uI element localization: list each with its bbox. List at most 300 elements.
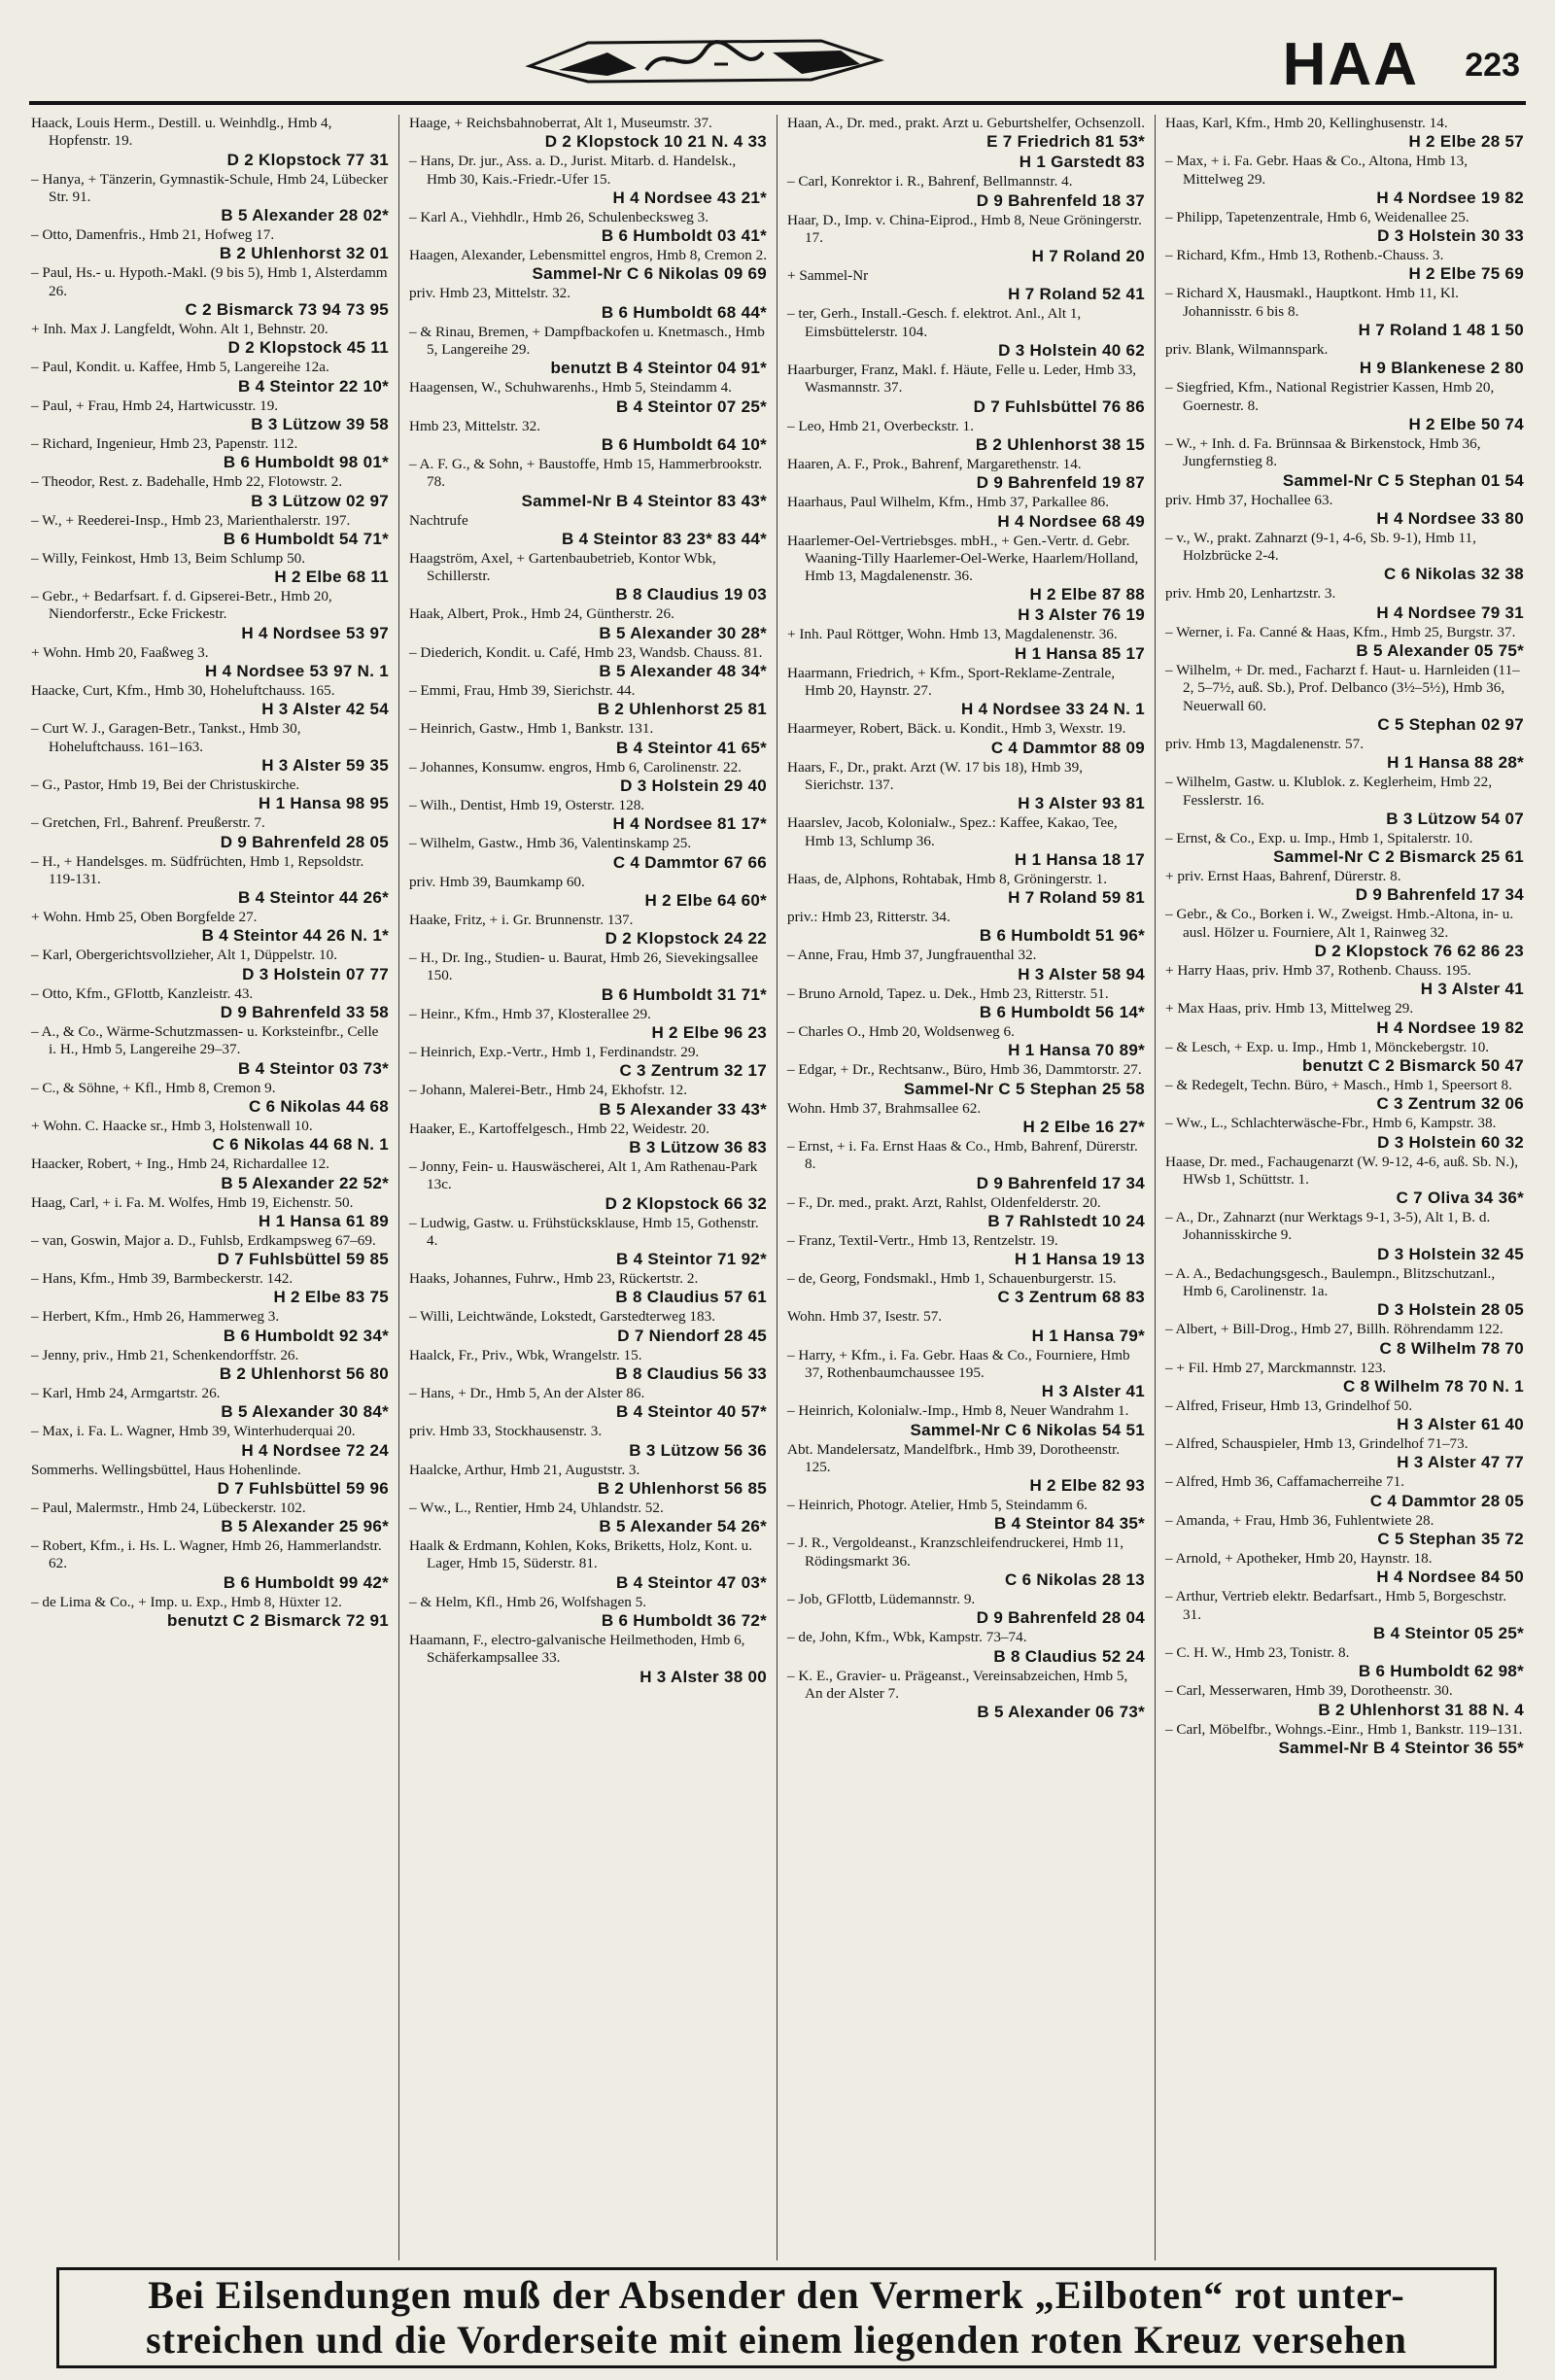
entry-text: – Jenny, priv., Hmb 21, Schenkendorffstr. 26. [31, 1346, 299, 1363]
entry-text: – Ww., L., Schlachterwäsche-Fbr., Hmb 6, Kampstr. 38. [1165, 1115, 1497, 1132]
entry-text: – Ludwig, Gastw. u. Frühstücksklause, Hmb 15, Gothenstr. 4. [409, 1214, 759, 1249]
entry-phone: H 2 Elbe 82 93 [1029, 1476, 1145, 1496]
directory-entry [409, 1121, 767, 1157]
entry-phone: B 3 Lützow 39 58 [251, 414, 389, 433]
directory-entry [31, 1156, 389, 1192]
directory-entry [1165, 1360, 1524, 1397]
directory-entry [409, 835, 767, 872]
entry-text: – Wilh., Dentist, Hmb 19, Osterstr. 128. [409, 796, 645, 813]
entry-phone: B 8 Claudius 52 24 [993, 1646, 1145, 1666]
entry-text: + Sammel-Nr [787, 267, 869, 285]
directory-entry [31, 1118, 389, 1155]
column-1 [21, 115, 399, 2260]
directory-entry [409, 418, 767, 455]
entry-text: – C., & Söhne, + Kfl., Hmb 8, Cremon 9. [31, 1079, 276, 1096]
entry-phone: H 1 Hansa 18 17 [1015, 849, 1145, 869]
entry-text: – Otto, Kfm., GFlottb, Kanzleistr. 43. [31, 984, 254, 1002]
directory-entry [31, 947, 389, 983]
entry-text: Haaker, E., Kartoffelgesch., Hmb 22, Weidestr. 20. [409, 1120, 709, 1137]
entry-text: – Albert, + Bill-Drog., Hmb 27, Billh. Röhrendamm 122. [1165, 1321, 1503, 1338]
entry-phone: B 5 Alexander 05 75* [1356, 641, 1524, 661]
directory-entry [31, 473, 389, 510]
entry-text: – K. E., Gravier- u. Prägeanst., Vereinsabzeichen, Hmb 5, An der Alster 7. [787, 1667, 1128, 1702]
entry-text: Haaren, A. F., Prok., Bahrenf, Margarethenstr. 14. [787, 455, 1082, 472]
entry-text: – Edgar, + Dr., Rechtsanw., Büro, Hmb 36, Dammtorstr. 27. [787, 1061, 1142, 1079]
entry-phone: H 3 Alster 58 94 [1018, 964, 1145, 983]
directory-entry [31, 226, 389, 263]
directory-entry [1165, 209, 1524, 246]
directory-entry [787, 1535, 1145, 1590]
entry-text: – Alfred, Schauspieler, Hmb 13, Grindelhof 71–73. [1165, 1435, 1469, 1453]
directory-entry [1165, 1077, 1524, 1114]
entry-phone: C 4 Dammtor 28 05 [1369, 1491, 1524, 1510]
entry-text: – Wilhelm, Gastw., Hmb 36, Valentinskamp 25. [409, 835, 692, 852]
directory-entry [787, 418, 1145, 455]
entry-text: – de, John, Kfm., Wbk, Kampstr. 73–74. [787, 1629, 1027, 1646]
entry-text: – Anne, Frau, Hmb 37, Jungfrauenthal 32. [787, 947, 1037, 964]
entry-phone: B 5 Alexander 28 02* [221, 206, 389, 225]
entry-text: Haarslev, Jacob, Kolonialw., Spez.: Kaffee, Kakao, Tee, Hmb 13, Schlump 36. [787, 814, 1118, 849]
entry-text: – & Rinau, Bremen, + Dampfbackofen u. Knetmasch., Hmb 5, Langereihe 29. [409, 323, 765, 359]
directory-entry [1165, 285, 1524, 340]
entry-phone: H 1 Hansa 19 13 [1015, 1250, 1145, 1269]
entry-text: + priv. Ernst Haas, Bahrenf, Dürerstr. 8. [1165, 868, 1401, 885]
entry-phone: D 3 Holstein 29 40 [620, 776, 767, 795]
directory-entry [31, 1023, 389, 1079]
entry-text: – A. F. G., & Sohn, + Baustoffe, Hmb 15, Hammerbrookstr. 78. [409, 455, 763, 491]
entry-text: – Charles O., Hmb 20, Woldsenweg 6. [787, 1023, 1015, 1041]
entry-phone: B 3 Lützow 56 36 [629, 1440, 767, 1460]
directory-entry [409, 1423, 767, 1460]
directory-entry [787, 1138, 1145, 1193]
entry-phone: D 3 Holstein 30 33 [1377, 226, 1524, 246]
entry-phone: D 7 Fuhlsbüttel 59 85 [217, 1250, 389, 1269]
entry-text: + Inh. Max J. Langfeldt, Wohn. Alt 1, Behnstr. 20. [31, 321, 328, 338]
entry-phone: H 2 Elbe 96 23 [651, 1023, 767, 1043]
entry-phone: H 2 Elbe 16 27* [1022, 1117, 1145, 1136]
directory-entry [409, 682, 767, 719]
directory-entry [31, 1594, 389, 1631]
entry-phone: D 3 Holstein 40 62 [998, 341, 1145, 361]
entry-text: – Emmi, Frau, Hmb 39, Sierichstr. 44. [409, 682, 636, 700]
entry-phone: B 3 Lützow 54 07 [1386, 809, 1524, 828]
directory-entry [409, 512, 767, 549]
entry-phone: B 4 Steintor 84 35* [994, 1514, 1145, 1534]
entry-phone: B 8 Claudius 56 33 [615, 1363, 767, 1383]
entry-phone: E 7 Friedrich 81 53* [986, 132, 1145, 152]
entry-text: Haagström, Axel, + Gartenbaubetrieb, Kontor Wbk, Schillerstr. [409, 549, 716, 585]
directory-entry [1165, 868, 1524, 905]
entry-text: – Siegfried, Kfm., National Registrier Kassen, Hmb 20, Goernestr. 8. [1165, 379, 1495, 414]
entry-text: – H., Dr. Ing., Studien- u. Baurat, Hmb 26, Sievekingsallee 150. [409, 949, 758, 984]
entry-phone: B 2 Uhlenhorst 56 80 [219, 1363, 389, 1383]
directory-entry [787, 1023, 1145, 1060]
directory-entry [1165, 1512, 1524, 1549]
entry-phone: B 7 Rahlstedt 10 24 [987, 1211, 1145, 1230]
entry-text: Haas, Karl, Kfm., Hmb 20, Kellinghusenstr. 14. [1165, 115, 1448, 131]
entry-phone: B 6 Humboldt 51 96* [979, 926, 1145, 946]
entry-text: – Richard, Ingenieur, Hmb 23, Papenstr. 112. [31, 434, 298, 452]
directory-entry [1165, 1550, 1524, 1587]
directory-entry [409, 644, 767, 681]
directory-entry [31, 720, 389, 776]
directory-entry [31, 776, 389, 813]
directory-entry [409, 1082, 767, 1119]
directory-entry [1165, 962, 1524, 999]
entry-text: Haas, de, Alphons, Rohtabak, Hmb 8, Gröningerstr. 1. [787, 870, 1108, 887]
entry-text: Haarhaus, Paul Wilhelm, Kfm., Hmb 37, Parkallee 86. [787, 494, 1110, 511]
entry-phone: B 5 Alexander 25 96* [221, 1517, 389, 1536]
directory-entry [787, 533, 1145, 605]
directory-entry [1165, 1039, 1524, 1076]
entry-text: Haalck, Fr., Priv., Wbk, Wrangelstr. 15. [409, 1346, 642, 1363]
entry-phone: D 2 Klopstock 10 21 N. 4 33 [544, 132, 767, 152]
entry-text: – Richard, Kfm., Hmb 13, Rothenb.-Chauss. 3. [1165, 247, 1444, 264]
entry-text: – + Fil. Hmb 27, Marckmannstr. 123. [1165, 1359, 1387, 1376]
entry-text: – Hans, + Dr., Hmb 5, An der Alster 86. [409, 1384, 645, 1401]
entry-text: – Harry, + Kfm., i. Fa. Gebr. Haas & Co., Fourniere, Hmb 37, Rothenbaumchaussee 195. [787, 1346, 1130, 1381]
directory-entry [787, 1402, 1145, 1439]
directory-entry [409, 1385, 767, 1422]
entry-phone: H 3 Alster 93 81 [1018, 794, 1145, 813]
entry-text: – W., + Inh. d. Fa. Brünnsaa & Birkenstock, Hmb 36, Jungfernstieg 8. [1165, 434, 1481, 470]
entry-text: Haaks, Johannes, Fuhrw., Hmb 23, Rückertstr. 2. [409, 1270, 699, 1288]
entry-phone: B 5 Alexander 33 43* [599, 1099, 767, 1119]
entry-phone: B 6 Humboldt 54 71* [223, 529, 389, 548]
directory-entry [1165, 492, 1524, 529]
entry-text: – Hans, Kfm., Hmb 39, Barmbeckerstr. 142. [31, 1270, 294, 1288]
entry-text: – G., Pastor, Hmb 19, Bei der Christuskirche. [31, 776, 300, 793]
directory-entry [787, 1347, 1145, 1402]
directory-columns [21, 115, 1534, 2260]
directory-entry [409, 1158, 767, 1214]
directory-entry [31, 588, 389, 643]
directory-entry [787, 871, 1145, 908]
entry-phone: H 1 Garstedt 83 [1019, 153, 1145, 172]
directory-entry [409, 720, 767, 757]
directory-entry [409, 456, 767, 511]
entry-phone: H 1 Hansa 70 89* [1008, 1041, 1145, 1060]
entry-phone: D 7 Fuhlsbüttel 59 96 [217, 1478, 389, 1498]
entry-phone: H 2 Elbe 50 74 [1408, 414, 1524, 433]
entry-text: – Richard X, Hausmakl., Hauptkont. Hmb 11, Kl. Johannisstr. 6 bis 8. [1165, 285, 1459, 320]
entry-phone: H 2 Elbe 68 11 [274, 568, 389, 587]
directory-entry [787, 909, 1145, 946]
entry-text: – Max, + i. Fa. Gebr. Haas & Co., Altona, Hmb 13, Mittelweg 29. [1165, 153, 1469, 188]
entry-text: + Inh. Paul Röttger, Wohn. Hmb 13, Magdalenenstr. 36. [787, 626, 1118, 643]
entry-phone: B 5 Alexander 48 34* [599, 662, 767, 681]
entry-text: Haarmann, Friedrich, + Kfm., Sport-Reklame-Zentrale, Hmb 20, Haynstr. 27. [787, 664, 1116, 700]
entry-phone: D 3 Holstein 28 05 [1377, 1300, 1524, 1320]
entry-phone: H 2 Elbe 64 60* [644, 890, 767, 910]
entry-phone: B 5 Alexander 30 28* [599, 623, 767, 642]
entry-phone: H 4 Nordsee 19 82 [1376, 1018, 1524, 1037]
directory-entry [31, 1423, 389, 1460]
entry-phone: B 6 Humboldt 68 44* [601, 302, 767, 322]
entry-phone: D 2 Klopstock 66 32 [605, 1193, 767, 1213]
entry-text: – Karl A., Viehhdlr., Hmb 26, Schulenbecksweg 3. [409, 208, 708, 225]
entry-text: priv. Hmb 37, Hochallee 63. [1165, 491, 1333, 508]
entry-phone: H 4 Nordsee 68 49 [997, 511, 1145, 531]
entry-phone: H 2 Elbe 83 75 [273, 1288, 389, 1307]
entry-phone: B 4 Steintor 03 73* [238, 1058, 389, 1078]
directory-entry [409, 797, 767, 834]
entry-text: – A., & Co., Wärme-Schutzmassen- u. Korksteinfbr., Celle i. H., Hmb 5, Langereihe 29–37. [31, 1023, 379, 1058]
entry-text: Haars, F., Dr., prakt. Arzt (W. 17 bis 18), Hmb 39, Sierichstr. 137. [787, 758, 1084, 793]
directory-entry [409, 1462, 767, 1499]
directory-entry [31, 644, 389, 681]
entry-phone: D 9 Bahrenfeld 28 05 [220, 832, 389, 851]
directory-entry [1165, 1644, 1524, 1681]
entry-text: + Wohn. Hmb 25, Oben Borgfelde 27. [31, 909, 258, 926]
entry-phone: B 2 Uhlenhorst 38 15 [975, 434, 1145, 454]
directory-entry [31, 1347, 389, 1384]
entry-phone: B 5 Alexander 06 73* [977, 1703, 1145, 1722]
directory-entry [1165, 247, 1524, 284]
directory-entry [409, 285, 767, 322]
entry-text: + Wohn. C. Haacke sr., Hmb 3, Holstenwall 10. [31, 1117, 313, 1134]
entry-phone: benutzt C 2 Bismarck 72 91 [167, 1611, 389, 1631]
entry-phone: C 3 Zentrum 32 06 [1376, 1094, 1524, 1114]
entry-text: – Gretchen, Frl., Bahrenf. Preußerstr. 7. [31, 814, 265, 832]
entry-text: – Arthur, Vertrieb elektr. Bedarfsart., Hmb 5, Borgeschstr. 31. [1165, 1588, 1507, 1623]
entry-phone: B 4 Steintor 44 26* [238, 888, 389, 908]
entry-phone: H 4 Nordsee 43 21* [612, 188, 767, 207]
directory-entry [1165, 1721, 1524, 1758]
directory-entry [409, 1006, 767, 1043]
entry-text: Wohn. Hmb 37, Isestr. 57. [787, 1308, 943, 1326]
entry-text: – Ernst, + i. Fa. Ernst Haas & Co., Hmb, Bahrenf, Dürerstr. 8. [787, 1137, 1138, 1173]
directory-entry [31, 1270, 389, 1307]
entry-phone: Sammel-Nr C 5 Stephan 01 54 [1282, 470, 1524, 490]
directory-entry [1165, 662, 1524, 735]
directory-entry [787, 173, 1145, 210]
entry-phone: H 1 Hansa 61 89 [259, 1211, 389, 1230]
directory-entry [1165, 1682, 1524, 1719]
directory-entry [409, 759, 767, 796]
entry-phone: B 8 Claudius 19 03 [615, 585, 767, 604]
entry-phone: B 4 Steintor 07 25* [616, 397, 767, 416]
directory-entry [31, 1500, 389, 1536]
entry-phone: H 2 Elbe 87 88 [1029, 585, 1145, 604]
entry-text: – A., Dr., Zahnarzt (nur Werktags 9-1, 3-5), Alt 1, B. d. Johannisskirche 9. [1165, 1209, 1491, 1244]
entry-phone: benutzt B 4 Steintor 04 91* [550, 359, 767, 378]
entry-phone: H 7 Roland 52 41 [1008, 285, 1145, 304]
entry-text: – J. R., Vergoldeanst., Kranzschleifendruckerei, Hmb 11, Rödingsmarkt 36. [787, 1535, 1123, 1569]
entry-text: – & Lesch, + Exp. u. Imp., Hmb 1, Mönckebergstr. 10. [1165, 1038, 1490, 1055]
entry-phone: B 4 Steintor 71 92* [616, 1250, 767, 1269]
directory-entry [787, 759, 1145, 814]
entry-text: – H., + Handelsges. m. Südfrüchten, Hmb 1, Repsoldstr. 119-131. [31, 852, 364, 887]
entry-phone: H 4 Nordsee 53 97 N. 1 [205, 662, 389, 681]
directory-entry [1165, 1154, 1524, 1209]
entry-phone: H 1 Hansa 88 28* [1387, 753, 1524, 773]
entry-text: Haagen, Alexander, Lebensmittel engros, Hmb 8, Cremon 2. [409, 247, 768, 264]
entry-phone: D 9 Bahrenfeld 28 04 [976, 1608, 1145, 1628]
directory-entry [787, 1061, 1145, 1098]
entry-text: – Hans, Dr. jur., Ass. a. D., Jurist. Mitarb. d. Handelsk., Hmb 30, Kais.-Friedr.-Ufer 15. [409, 153, 737, 188]
entry-text: – Curt W. J., Garagen-Betr., Tankst., Hmb 30, Hoheluftchauss. 161–163. [31, 720, 301, 755]
entry-phone: H 4 Nordsee 81 17* [612, 814, 767, 834]
entry-phone: C 3 Zentrum 32 17 [619, 1061, 767, 1081]
entry-phone: H 4 Nordsee 84 50 [1376, 1568, 1524, 1587]
directory-entry [31, 359, 389, 396]
directory-entry [787, 1591, 1145, 1628]
entry-phone: B 6 Humboldt 03 41* [601, 226, 767, 246]
entry-text: – de, Georg, Fondsmakl., Hmb 1, Schauenburgerstr. 15. [787, 1270, 1117, 1288]
entry-text: – Otto, Damenfris., Hmb 21, Hofweg 17. [31, 226, 275, 244]
directory-entry [409, 1215, 767, 1270]
entry-text: – Leo, Hmb 21, Overbeckstr. 1. [787, 417, 974, 434]
entry-text: – Max, i. Fa. L. Wagner, Hmb 39, Winterhuderquai 20. [31, 1423, 356, 1440]
directory-entry [787, 1232, 1145, 1269]
entry-phone: B 2 Uhlenhorst 32 01 [219, 244, 389, 263]
entry-phone: C 6 Nikolas 28 13 [1004, 1570, 1145, 1590]
entry-phone: B 6 Humboldt 56 14* [979, 1003, 1145, 1022]
entry-text: – Arnold, + Apotheker, Hmb 20, Haynstr. 18. [1165, 1550, 1433, 1568]
directory-entry [409, 874, 767, 911]
entry-phone: D 3 Holstein 60 32 [1377, 1132, 1524, 1152]
directory-entry [1165, 774, 1524, 829]
directory-entry [787, 814, 1145, 870]
entry-phone: B 2 Uhlenhorst 31 88 N. 4 [1318, 1700, 1524, 1719]
directory-entry [409, 209, 767, 246]
entry-text: – & Helm, Kfl., Hmb 26, Wolfshagen 5. [409, 1593, 646, 1610]
entry-text: Haack, Louis Herm., Destill. u. Weinhdlg., Hmb 4, Hopfenstr. 19. [31, 115, 332, 150]
entry-text: Haarburger, Franz, Makl. f. Häute, Felle u. Leder, Hmb 33, Wasmannstr. 37. [787, 362, 1137, 397]
entry-text: – Paul, Hs.- u. Hypoth.-Makl. (9 bis 5), Hmb 1, Alsterdamm 26. [31, 264, 388, 299]
entry-phone: B 4 Steintor 44 26 N. 1* [201, 926, 389, 946]
directory-entry [787, 1441, 1145, 1497]
entry-text: – Paul, Kondit. u. Kaffee, Hmb 5, Langereihe 12a. [31, 359, 329, 376]
entry-phone: B 6 Humboldt 62 98* [1358, 1662, 1524, 1681]
entry-phone: D 3 Holstein 32 45 [1377, 1244, 1524, 1263]
entry-text: Hmb 23, Mittelstr. 32. [409, 417, 541, 434]
entry-phone: Sammel-Nr C 5 Stephan 25 58 [903, 1079, 1145, 1098]
entry-text: Haacke, Curt, Kfm., Hmb 30, Hoheluftchauss. 165. [31, 682, 335, 700]
directory-entry [1165, 736, 1524, 773]
page-header [29, 27, 1526, 105]
directory-entry [409, 1347, 767, 1384]
entry-phone: H 7 Roland 1 48 1 50 [1358, 321, 1524, 340]
entry-phone: Sammel-Nr C 2 Bismarck 25 61 [1273, 847, 1524, 867]
entry-text: Haase, Dr. med., Fachaugenarzt (W. 9-12, 4-6, auß. Sb. N.), HWsb 1, Schüttstr. 1. [1165, 1153, 1518, 1188]
entry-phone: B 4 Steintor 05 25* [1373, 1623, 1524, 1642]
entry-phone: C 7 Oliva 34 36* [1396, 1189, 1524, 1208]
directory-entry [31, 1462, 389, 1499]
entry-phone: H 3 Alster 42 54 [261, 700, 389, 719]
entry-phone: C 5 Stephan 02 97 [1377, 714, 1524, 734]
entry-text: priv. Hmb 23, Mittelstr. 32. [409, 285, 571, 302]
directory-entry [1165, 115, 1524, 152]
entry-phone: C 6 Nikolas 44 68 [248, 1096, 389, 1116]
directory-entry [1165, 1000, 1524, 1037]
entry-phone: C 4 Dammtor 88 09 [990, 738, 1145, 757]
entry-text: – Theodor, Rest. z. Badehalle, Hmb 22, Flotowstr. 2. [31, 473, 343, 491]
entry-phone: B 4 Steintor 41 65* [616, 738, 767, 757]
entry-phone: B 8 Claudius 57 61 [615, 1288, 767, 1307]
directory-entry [787, 305, 1145, 361]
directory-entry [409, 247, 767, 284]
entry-text: – Paul, + Frau, Hmb 24, Hartwicusstr. 19. [31, 397, 279, 414]
entry-phone: D 9 Bahrenfeld 17 34 [976, 1173, 1145, 1192]
directory-entry [31, 512, 389, 549]
entry-phone: H 3 Alster 41 [1041, 1382, 1145, 1401]
footer-notice [56, 2267, 1497, 2368]
column-3 [778, 115, 1156, 2260]
entry-text: priv.: Hmb 23, Ritterstr. 34. [787, 909, 950, 926]
directory-entry [787, 665, 1145, 720]
entry-text: – Johann, Malerei-Betr., Hmb 24, Ekhofstr. 12. [409, 1082, 687, 1099]
directory-entry [1165, 585, 1524, 622]
entry-text: Haak, Albert, Prok., Hmb 24, Güntherstr. 26. [409, 605, 674, 623]
directory-entry [409, 153, 767, 208]
entry-phone: D 2 Klopstock 76 62 86 23 [1314, 942, 1524, 961]
entry-text: – Karl, Hmb 24, Armgartstr. 26. [31, 1384, 221, 1401]
footer-notice-line-1: Bei Eilsendungen muß der Absender den Vermerk „Eilboten“ rot unter- [148, 2273, 1405, 2317]
entry-phone: H 3 Alster 76 19 [1018, 605, 1145, 625]
entry-text: priv. Hmb 39, Baumkamp 60. [409, 873, 585, 890]
entry-text: – Heinrich, Exp.-Vertr., Hmb 1, Ferdinandstr. 29. [409, 1044, 700, 1061]
directory-entry [409, 1270, 767, 1307]
entry-phone: H 1 Hansa 79* [1031, 1326, 1145, 1345]
directory-entry [1165, 1397, 1524, 1434]
directory-entry [787, 720, 1145, 757]
entry-text: Haagensen, W., Schuhwarenhs., Hmb 5, Steindamm 4. [409, 379, 732, 397]
directory-entry [31, 264, 389, 320]
entry-phone: Sammel-Nr C 6 Nikolas 54 51 [910, 1420, 1145, 1439]
entry-text: – Heinr., Kfm., Hmb 37, Klosterallee 29. [409, 1005, 651, 1022]
entry-phone: C 6 Nikolas 32 38 [1383, 565, 1524, 584]
entry-phone: B 3 Lützow 02 97 [251, 491, 389, 510]
header-key: HAA [1282, 31, 1419, 98]
entry-phone: B 5 Alexander 54 26* [599, 1517, 767, 1536]
entry-text: – Job, GFlottb, Lüdemannstr. 9. [787, 1591, 976, 1608]
entry-text: Haar, D., Imp. v. China-Eiprod., Hmb 8, Neue Gröningerstr. 17. [787, 211, 1142, 246]
entry-text: – Robert, Kfm., i. Hs. L. Wagner, Hmb 26, Hammerlandstr. 62. [31, 1537, 382, 1572]
entry-phone: D 3 Holstein 07 77 [242, 964, 389, 983]
entry-phone: H 4 Nordsee 79 31 [1376, 603, 1524, 622]
directory-entry [1165, 1588, 1524, 1643]
page-number: 223 [1465, 47, 1520, 84]
directory-entry [1165, 624, 1524, 661]
entry-phone: H 2 Elbe 75 69 [1408, 264, 1524, 284]
directory-entry [31, 909, 389, 946]
entry-phone: B 5 Alexander 22 52* [221, 1173, 389, 1192]
entry-text: – F., Dr. med., prakt. Arzt, Rahlst, Oldenfelderstr. 20. [787, 1193, 1101, 1211]
directory-entry [787, 115, 1145, 152]
entry-text: – Alfred, Friseur, Hmb 13, Grindelhof 50. [1165, 1397, 1413, 1414]
directory-entry [31, 1194, 389, 1231]
entry-text: – v., W., prakt. Zahnarzt (9-1, 4-6, Sb. 9-1), Hmb 11, Holzbrücke 2-4. [1165, 529, 1476, 565]
entry-text: – Gebr., & Co., Borken i. W., Zweigst. Hmb.-Altona, in- u. ausl. Hölzer u. Fourniere, Alt 1, Rainweg 32. [1165, 906, 1514, 941]
entry-phone: C 6 Nikolas 44 68 N. 1 [212, 1135, 389, 1155]
directory-entry [1165, 435, 1524, 491]
entry-phone: H 4 Nordsee 53 97 [241, 623, 389, 642]
entry-text: – van, Goswin, Major a. D., Fuhlsb, Erdkampsweg 67–69. [31, 1231, 376, 1249]
entry-text: – Werner, i. Fa. Canné & Haas, Kfm., Hmb 25, Burgstr. 37. [1165, 623, 1516, 640]
entry-phone: H 3 Alster 41 [1420, 980, 1524, 999]
entry-text: – Carl, Möbelfbr., Wohngs.-Einr., Hmb 1, Bankstr. 119–131. [1165, 1720, 1523, 1738]
directory-entry [1165, 1321, 1524, 1358]
directory-entry [787, 267, 1145, 304]
directory-entry [787, 1270, 1145, 1307]
entry-text: – Carl, Messerwaren, Hmb 39, Dorotheenstr. 30. [1165, 1682, 1453, 1700]
directory-entry [1165, 1209, 1524, 1264]
directory-entry [787, 1194, 1145, 1231]
entry-text: – Ernst, & Co., Exp. u. Imp., Hmb 1, Spitalerstr. 10. [1165, 829, 1473, 846]
entry-text: – C. H. W., Hmb 23, Tonistr. 8. [1165, 1643, 1350, 1661]
